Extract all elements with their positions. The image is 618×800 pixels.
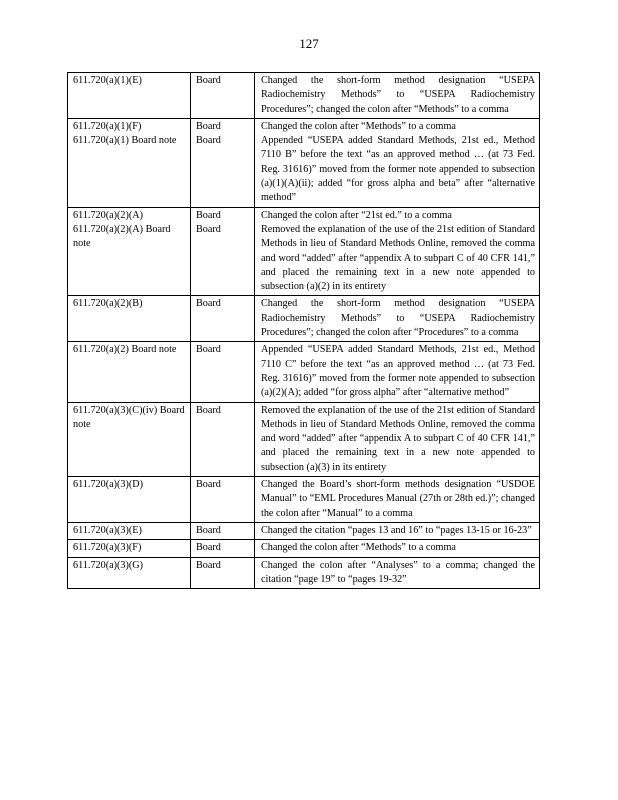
- change-description-cell: [255, 73, 540, 119]
- change-description-cell: [255, 402, 540, 476]
- table-row: [68, 73, 540, 119]
- table-row: [68, 522, 540, 539]
- table-row: [68, 402, 540, 476]
- change-entry: Changed the colon after “Methods” to a comma: [261, 120, 456, 132]
- change-entry: Appended “USEPA added Standard Methods, 21st ed., Method 7110 B” before the text “as an approved method … (at 73 Fed. Reg. 31616)” moved from the former note appended to subsection (a)(1)(A)(ii); added “for gross alpha and beta” after “alternative method”: [261, 135, 535, 204]
- change-description-cell: [255, 296, 540, 342]
- changed-by-cell: Board: [191, 342, 255, 402]
- section-cell: 611.720(a)(2)(B): [68, 296, 191, 342]
- table-row: [68, 118, 540, 207]
- table-row: [68, 540, 540, 557]
- change-entry: Changed the short-form method designation “USEPA Radiochemistry Methods” to “USEPA Radiochemistry Procedures”; changed the colon after “Procedures” to a comma: [261, 298, 535, 339]
- change-entry: Changed the short-form method designation “USEPA Radiochemistry Methods” to “USEPA Radiochemistry Procedures”; changed the colon after “Methods” to a comma: [261, 75, 535, 115]
- changed-by-cell: Board: [191, 402, 255, 476]
- table-row: [68, 296, 540, 342]
- section-cell: 611.720(a)(2) Board note: [68, 342, 191, 402]
- change-entry: Appended “USEPA added Standard Methods, 21st ed., Method 7110 C” before the text “as an approved method … (at 73 Fed. Reg. 31616)” moved from the former note appended to subsection (a)(2)(A); added “for gross alpha” after “alternative method”: [261, 344, 535, 399]
- change-entry: Removed the explanation of the use of the 21st edition of Standard Methods in lieu of Standard Methods Online, removed the comma and word “added” after “appendix A to subpart C of 40 CFR 141,” and placed the remaining text in a new note appended to subsection (a)(3) in its entirety: [261, 404, 535, 473]
- changed-by-cell: Board Board: [191, 207, 255, 296]
- section-cell: 611.720(a)(1)(E): [68, 73, 191, 119]
- change-description-cell: [255, 207, 540, 296]
- change-description-cell: [255, 477, 540, 523]
- changed-by-cell: Board: [191, 522, 255, 539]
- changed-by-cell: Board: [191, 540, 255, 557]
- section-cell: 611.720(a)(3)(F): [68, 540, 191, 557]
- change-entry: Removed the explanation of the use of the 21st edition of Standard Methods in lieu of Standard Methods Online, removed the comma and word “added” after “appendix A to subpart C of 40 CFR 141,” and placed the remaining text in a new note appended to subsection (a)(2) in its entirety: [261, 223, 535, 293]
- change-entry: Changed the Board’s short-form methods designation “USDOE Manual” to “EML Procedures Manual (27th or 28th ed.)”; changed the colon after “Manual” to a comma: [261, 479, 535, 519]
- table-row: [68, 342, 540, 402]
- changed-by-cell: Board Board: [191, 118, 255, 207]
- section-cell: 611.720(a)(3)(D): [68, 477, 191, 523]
- section-cell: 611.720(a)(3)(E): [68, 522, 191, 539]
- table-row: [68, 557, 540, 589]
- change-description-cell: [255, 540, 540, 557]
- changes-table-body: [68, 73, 540, 589]
- change-entry: Changed the citation “pages 13 and 16” to “pages 13-15 or 16-23”: [261, 524, 532, 536]
- page-number: 127: [299, 36, 319, 51]
- section-cell: 611.720(a)(1)(F) 611.720(a)(1) Board note: [68, 118, 191, 207]
- change-description-cell: [255, 342, 540, 402]
- change-description-cell: [255, 118, 540, 207]
- section-cell: 611.720(a)(3)(C)(iv) Board note: [68, 402, 191, 476]
- change-entry: Changed the colon after “Methods” to a comma: [261, 542, 456, 554]
- table-row: [68, 207, 540, 296]
- change-entry: Changed the colon after “Analyses” to a comma; changed the citation “page 19” to “pages 19-32”: [261, 559, 535, 585]
- changed-by-cell: Board: [191, 477, 255, 523]
- change-description-cell: [255, 557, 540, 589]
- section-cell: 611.720(a)(3)(G): [68, 557, 191, 589]
- change-entry: Changed the colon after “21st ed.” to a comma: [261, 209, 452, 221]
- changed-by-cell: Board: [191, 296, 255, 342]
- changed-by-cell: Board: [191, 557, 255, 589]
- section-cell: 611.720(a)(2)(A) 611.720(a)(2)(A) Board note: [68, 207, 191, 296]
- change-description-cell: [255, 522, 540, 539]
- table-row: [68, 477, 540, 523]
- changes-table: [67, 72, 540, 589]
- changed-by-cell: Board: [191, 73, 255, 119]
